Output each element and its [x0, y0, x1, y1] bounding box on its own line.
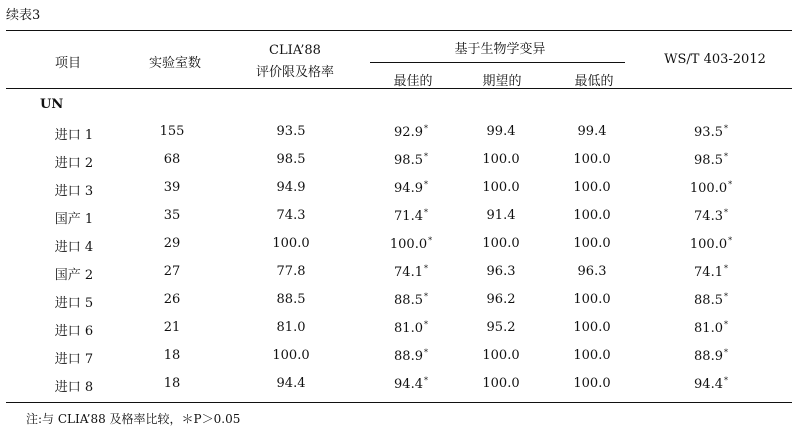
- cell-item: [55, 208, 93, 227]
- significance-star: *: [728, 236, 733, 245]
- cell-best-value: 100.0: [389, 237, 428, 252]
- significance-star: *: [423, 124, 428, 133]
- cell-item: [55, 292, 93, 311]
- cell-lab-count-value: 27: [163, 264, 181, 279]
- cell-minimum-value: 100.0: [573, 320, 611, 335]
- cell-best: [394, 152, 428, 168]
- table-row: [0, 264, 801, 292]
- cell-minimum: [578, 124, 607, 139]
- significance-star: *: [723, 208, 728, 217]
- cell-minimum-value: 100.0: [573, 292, 611, 307]
- cell-best: [394, 208, 428, 224]
- header-bio-group: 基于生物学变异: [454, 42, 546, 57]
- table-row: [0, 376, 801, 404]
- cell-minimum: [573, 348, 610, 363]
- cell-ws: [690, 180, 732, 196]
- cell-item: [55, 320, 93, 339]
- cell-best-value: 81.0: [394, 321, 423, 336]
- cell-clia-value: 100.0: [272, 348, 310, 363]
- header-clia-line1: CLIA’88: [269, 43, 321, 58]
- cell-item-value: 进口 6: [54, 324, 94, 339]
- cell-ws: [694, 292, 728, 308]
- header-best: 最佳的: [393, 74, 433, 89]
- cell-desired-value: 100.0: [482, 236, 520, 251]
- cell-desired: [482, 236, 519, 251]
- cell-minimum: [573, 208, 610, 223]
- cell-ws: [694, 320, 728, 336]
- cell-clia-value: 93.5: [276, 124, 306, 139]
- header-clia-line2: 评价限及格率: [255, 65, 335, 80]
- cell-minimum: [573, 180, 610, 195]
- cell-lab-count-value: 68: [163, 152, 181, 167]
- cell-lab-count: [164, 320, 181, 335]
- cell-lab-count: [164, 180, 181, 195]
- cell-clia-value: 94.4: [276, 376, 306, 391]
- cell-best-value: 88.9: [394, 349, 423, 364]
- cell-best-value: 94.4: [394, 377, 423, 392]
- cell-lab-count-value: 18: [163, 348, 181, 363]
- cell-minimum-value: 100.0: [573, 208, 611, 223]
- significance-star: *: [723, 124, 728, 133]
- significance-star: *: [723, 292, 728, 301]
- cell-minimum-value: 100.0: [573, 376, 611, 391]
- significance-star: *: [728, 180, 733, 189]
- cell-item-value: 进口 3: [54, 184, 94, 199]
- cell-minimum: [573, 236, 610, 251]
- significance-star: *: [723, 376, 728, 385]
- cell-ws-value: 88.5: [694, 293, 723, 308]
- cell-item: [55, 376, 93, 395]
- cell-item-value: 进口 1: [54, 128, 94, 143]
- cell-best-value: 88.5: [394, 293, 423, 308]
- cell-best: [394, 320, 428, 336]
- cell-clia: [277, 376, 306, 391]
- cell-minimum: [573, 376, 610, 391]
- header-clia: [256, 40, 334, 84]
- cell-lab-count-value: 18: [163, 376, 181, 391]
- table-row: [0, 152, 801, 180]
- cell-best: [390, 236, 432, 252]
- cell-clia-value: 81.0: [276, 320, 306, 335]
- significance-star: *: [428, 236, 433, 245]
- cell-desired-value: 96.2: [486, 292, 516, 307]
- header-item: 项目: [54, 56, 82, 71]
- cell-lab-count: [164, 264, 181, 279]
- cell-ws: [690, 236, 732, 252]
- cell-lab-count: [160, 124, 185, 139]
- cell-desired: [487, 292, 516, 307]
- cell-clia: [277, 180, 306, 195]
- cell-desired: [482, 348, 519, 363]
- cell-ws-value: 98.5: [694, 153, 723, 168]
- cell-desired-value: 91.4: [486, 208, 516, 223]
- cell-minimum: [578, 264, 607, 279]
- significance-star: *: [423, 376, 428, 385]
- cell-minimum-value: 100.0: [573, 236, 611, 251]
- cell-best-value: 74.1: [394, 265, 423, 280]
- cell-ws-value: 100.0: [689, 181, 728, 196]
- cell-desired: [487, 320, 516, 335]
- cell-item: [55, 124, 93, 143]
- cell-ws-value: 100.0: [689, 237, 728, 252]
- cell-minimum: [573, 320, 610, 335]
- cell-minimum: [573, 152, 610, 167]
- cell-desired-value: 100.0: [482, 180, 520, 195]
- table-row: [0, 236, 801, 264]
- table-row: [0, 124, 801, 152]
- cell-ws: [694, 348, 728, 364]
- header-minimum: 最低的: [574, 74, 614, 89]
- significance-star: *: [423, 208, 428, 217]
- cell-desired: [482, 152, 519, 167]
- significance-star: *: [423, 180, 428, 189]
- cell-desired-value: 99.4: [486, 124, 516, 139]
- cell-lab-count-value: 29: [163, 236, 181, 251]
- significance-star: *: [723, 264, 728, 273]
- cell-clia-value: 98.5: [276, 152, 306, 167]
- cell-lab-count-value: 26: [163, 292, 181, 307]
- significance-star: *: [723, 320, 728, 329]
- cell-best: [394, 124, 428, 140]
- cell-clia-value: 94.9: [276, 180, 306, 195]
- header-ws: WS/T 403-2012: [664, 52, 766, 67]
- table-caption: 续表3: [6, 8, 41, 23]
- cell-minimum-value: 100.0: [573, 180, 611, 195]
- cell-item: [55, 264, 93, 283]
- cell-ws-value: 93.5: [694, 125, 723, 140]
- cell-best: [394, 180, 428, 196]
- cell-item: [55, 348, 93, 367]
- cell-ws: [694, 152, 728, 168]
- cell-best: [394, 264, 428, 280]
- cell-best-value: 92.9: [394, 125, 423, 140]
- significance-star: *: [423, 320, 428, 329]
- cell-desired: [482, 376, 519, 391]
- table-row: [0, 348, 801, 376]
- cell-desired-value: 100.0: [482, 376, 520, 391]
- cell-clia: [272, 236, 309, 251]
- cell-best: [394, 292, 428, 308]
- significance-star: *: [423, 152, 428, 161]
- top-rule: [6, 30, 792, 31]
- cell-lab-count-value: 21: [163, 320, 181, 335]
- cell-clia: [272, 348, 309, 363]
- cell-desired: [487, 208, 516, 223]
- cell-clia-value: 77.8: [276, 264, 306, 279]
- significance-star: *: [723, 152, 728, 161]
- cell-clia-value: 100.0: [272, 236, 310, 251]
- significance-star: *: [423, 292, 428, 301]
- header-desired: 期望的: [482, 74, 522, 89]
- cell-clia: [277, 124, 306, 139]
- table-row: [0, 180, 801, 208]
- cell-lab-count: [164, 208, 181, 223]
- cell-desired-value: 100.0: [482, 152, 520, 167]
- cell-ws: [694, 264, 728, 280]
- cell-item-value: 国产 2: [54, 268, 94, 283]
- cell-desired-value: 100.0: [482, 348, 520, 363]
- cell-minimum-value: 100.0: [573, 348, 611, 363]
- cell-minimum: [573, 292, 610, 307]
- significance-star: *: [423, 348, 428, 357]
- cell-lab-count: [164, 236, 181, 251]
- cell-clia: [277, 292, 306, 307]
- cell-lab-count: [164, 376, 181, 391]
- cell-clia: [277, 208, 306, 223]
- cell-item-value: 进口 4: [54, 240, 94, 255]
- cell-item-value: 进口 8: [54, 380, 94, 395]
- cell-best-value: 98.5: [394, 153, 423, 168]
- significance-star: *: [423, 264, 428, 273]
- table-row: [0, 292, 801, 320]
- cell-best: [394, 348, 428, 364]
- cell-lab-count: [164, 152, 181, 167]
- significance-star: *: [723, 348, 728, 357]
- cell-lab-count-value: 39: [163, 180, 181, 195]
- cell-clia: [277, 320, 306, 335]
- table-row: [0, 208, 801, 236]
- cell-desired: [482, 180, 519, 195]
- cell-item-value: 进口 5: [54, 296, 94, 311]
- cell-best: [394, 376, 428, 392]
- cell-desired: [487, 264, 516, 279]
- cell-item: [55, 180, 93, 199]
- section-label: UN: [40, 97, 64, 112]
- cell-minimum-value: 99.4: [577, 124, 607, 139]
- subgroup-rule: [370, 62, 625, 63]
- cell-best-value: 71.4: [394, 209, 423, 224]
- cell-item: [55, 152, 93, 171]
- cell-ws: [694, 376, 728, 392]
- cell-clia: [277, 152, 306, 167]
- cell-item: [55, 236, 93, 255]
- cell-ws-value: 94.4: [694, 377, 723, 392]
- cell-minimum-value: 96.3: [577, 264, 607, 279]
- cell-lab-count-value: 155: [159, 124, 185, 139]
- cell-lab-count: [164, 292, 181, 307]
- cell-ws-value: 74.3: [694, 209, 723, 224]
- cell-lab-count: [164, 348, 181, 363]
- cell-clia: [277, 264, 306, 279]
- table-note: 注:与 CLIA’88 及格率比较，＊P＞0.05: [26, 412, 241, 426]
- cell-desired-value: 95.2: [486, 320, 516, 335]
- table-row: [0, 320, 801, 348]
- header-lab-count: 实验室数: [148, 56, 202, 71]
- cell-item-value: 进口 2: [54, 156, 94, 171]
- cell-clia-value: 88.5: [276, 292, 306, 307]
- cell-item-value: 国产 1: [54, 212, 94, 227]
- cell-item-value: 进口 7: [54, 352, 94, 367]
- cell-ws-value: 74.1: [694, 265, 723, 280]
- cell-ws-value: 81.0: [694, 321, 723, 336]
- cell-minimum-value: 100.0: [573, 152, 611, 167]
- cell-clia-value: 74.3: [276, 208, 306, 223]
- cell-ws: [694, 208, 728, 224]
- cell-ws-value: 88.9: [694, 349, 723, 364]
- cell-lab-count-value: 35: [163, 208, 181, 223]
- cell-ws: [694, 124, 728, 140]
- cell-desired-value: 96.3: [486, 264, 516, 279]
- cell-best-value: 94.9: [394, 181, 423, 196]
- cell-desired: [487, 124, 516, 139]
